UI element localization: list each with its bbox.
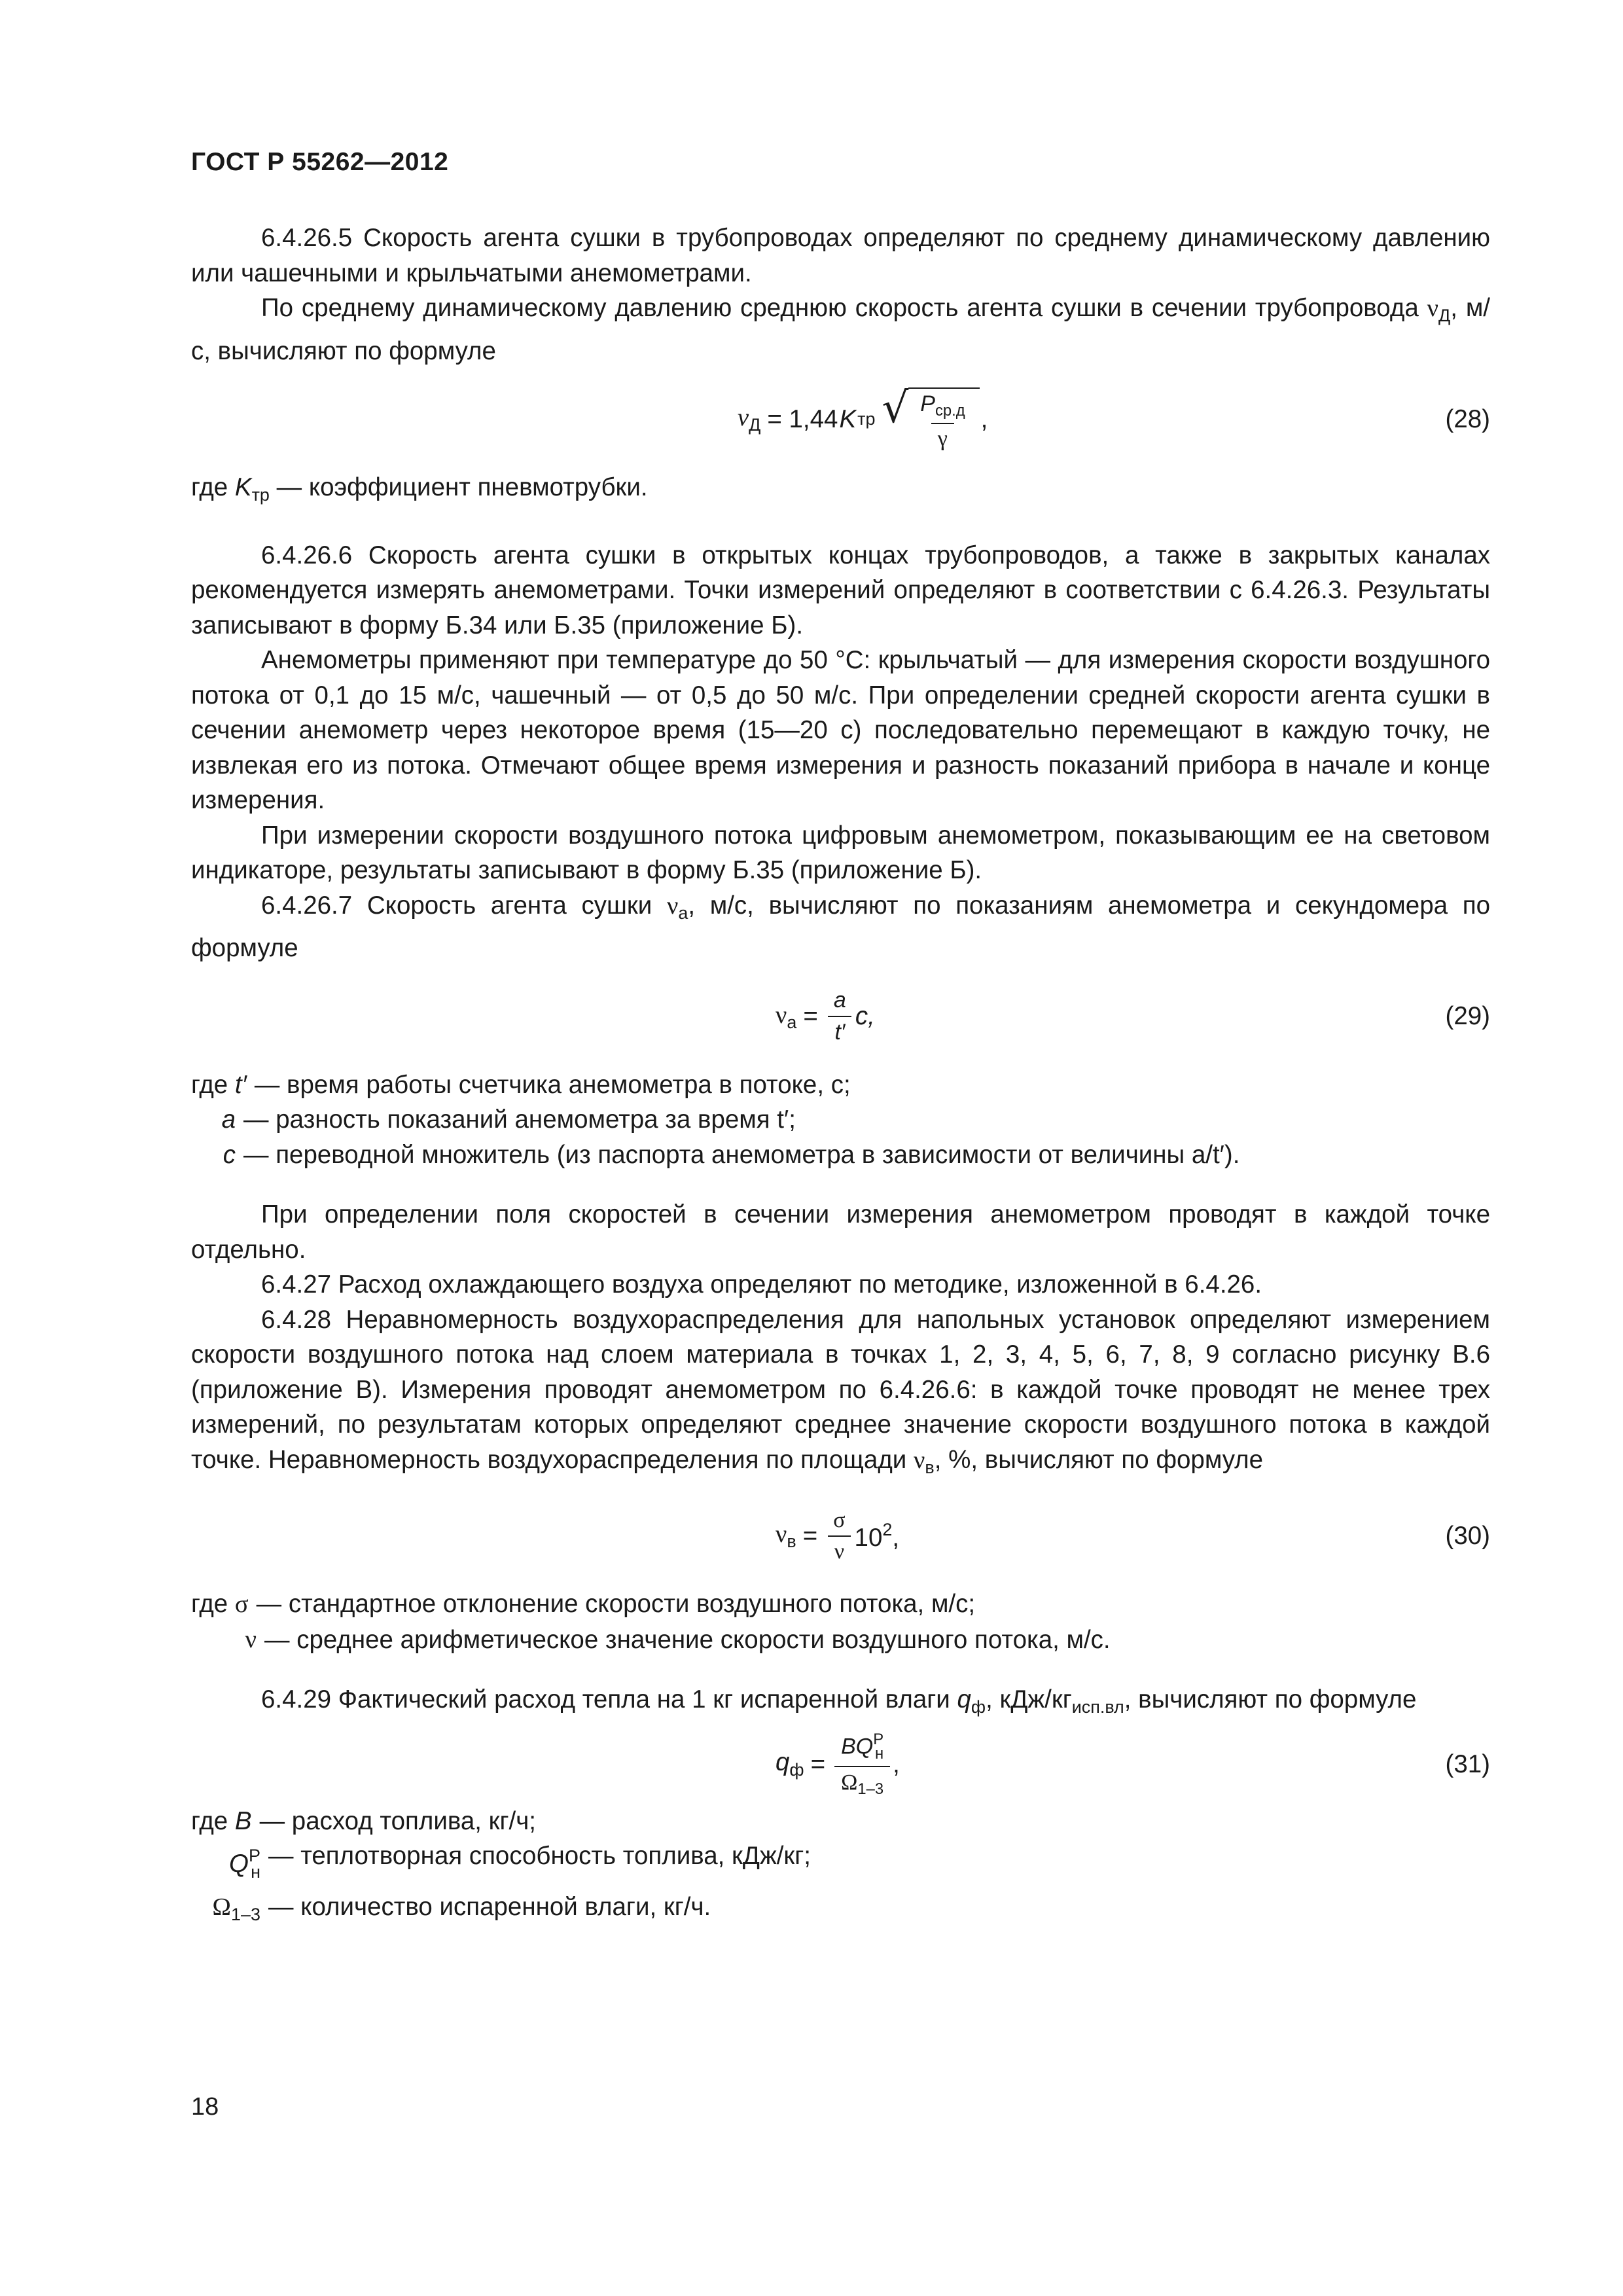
formula-number-30: (30)	[1445, 1521, 1490, 1550]
formula-number-28: (28)	[1445, 404, 1490, 433]
formula-31-expression: $q_ф$ = $\frac{BQ^Р_н}{\Omega_{1-3}}$ ,	[776, 1731, 900, 1798]
formula-29	[191, 966, 1490, 1067]
formula-30	[191, 1485, 1490, 1587]
paragraph-dynamic-pressure: По среднему динамическому давлению среднюю скорость агента сушки в сечении трубопровода $\nu_Д$, м/с, вычисляют по формуле	[191, 294, 1490, 365]
document-header: ГОСТ Р 55262—2012	[191, 148, 449, 176]
document-body	[191, 221, 1490, 1933]
explanation-29-row-2: a — разность показаний анемометра за время t′;	[221, 1105, 796, 1134]
fraction: $\frac{\sigma}{\nu}$	[827, 1508, 851, 1564]
explanation-31-row-1: где B — расход топлива, кг/ч;	[191, 1806, 537, 1835]
paragraph-6-4-26-5: 6.4.26.5 Скорость агента сушки в трубопроводах определяют по среднему динамическому давлению или чашечными и крыльчатыми анемометрами.	[191, 224, 1490, 287]
formula-29-expression: $\nu_а$ = $\frac{a}{t'}$ c,	[776, 988, 875, 1045]
formula-number-29: (29)	[1445, 1002, 1490, 1031]
paragraph-digital-anemometer: При измерении скорости воздушного потока цифровым анемометром, показывающим ее на световом индикаторе, результаты записывают в форму Б.35 (приложение Б).	[191, 821, 1490, 885]
square-root	[882, 384, 979, 452]
page-number: 18	[191, 2093, 219, 2121]
explanation-30-row-1: где σ — стандартное отклонение скорости воздушного потока, м/с;	[191, 1590, 976, 1619]
explanation-30-row-2: ν — среднее арифметическое значение скорости воздушного потока, м/с.	[245, 1625, 1111, 1654]
formula-31	[191, 1725, 1490, 1804]
radical-sign-icon: √	[882, 384, 909, 433]
formula-number-31: (31)	[1445, 1749, 1490, 1778]
explanation-31-row-3: $\Omega_{1-3}$ — количество испаренной влаги, кг/ч.	[212, 1893, 711, 1925]
paragraph-6-4-26-7: 6.4.26.7 Скорость агента сушки $\nu_а$, м/с, вычисляют по показаниям анемометра и секундомера по формуле	[191, 891, 1490, 963]
formula-28-expression: $\nu_Д$ = 1,44 K тр √ $\frac{P_{ср.д}}{\gamma}$ ,	[738, 384, 988, 451]
explanation-29-row-3: c — переводной множитель (из паспорта анемометра в зависимости от величины a/t′).	[223, 1140, 1240, 1169]
paragraph-velocity-field: При определении поля скоростей в сечении измерения анемометром проводят в каждой точке отдельно.	[191, 1200, 1490, 1264]
paragraph-6-4-26-6: 6.4.26.6 Скорость агента сушки в открытых концах трубопроводов, а также в закрытых каналах рекомендуется измерять анемометрами. Точки измерений определяют в соответствии с 6.4.26.3. Результаты записывают в форму Б.34 или Б.35 (приложение Б).	[191, 541, 1490, 639]
fraction: $\frac{a}{t'}$	[827, 988, 853, 1045]
formula-28	[191, 368, 1490, 470]
explanation-29-row-1: где t′ — время работы счетчика анемометра в потоке, с;	[191, 1070, 851, 1099]
explanation-28: где $K_{тр}$ — коэффициент пневмотрубки.	[191, 473, 648, 505]
paragraph-6-4-29: 6.4.29 Фактический расход тепла на 1 кг испаренной влаги $q_ф$, кДж/$кг_{исп.вл}$, вычисляют по формуле	[261, 1685, 1417, 1717]
paragraph-6-4-28: 6.4.28 Неравномерность воздухораспределения для напольных установок определяют измерением скорости воздушного потока над слоем материала в точках 1, 2, 3, 4, 5, 6, 7, 8, 9 согласно рисунку В.6 (приложение В). Измерения проводят анемометром по 6.4.26.6: в каждой точке проводят не менее трех измерений, по результатам которых определяют среднее значение скорости воздушного потока в каждой точке. Неравномерность воздухораспределения по площади $\nu_в$, %, вычисляют по формуле	[191, 1305, 1490, 1477]
fraction: $\frac{BQ^Р_н}{\Omega_{1-3}}$	[834, 1731, 890, 1799]
fraction: $\frac{P_{ср.д}}{\gamma}$	[920, 391, 965, 451]
explanation-31-row-2: $Q^Р_н$ — теплотворная способность топлива, кДж/кг;	[229, 1842, 811, 1882]
velocity-symbol: ν	[1427, 295, 1439, 322]
formula-30-expression: $\nu_в$ = $\frac{\sigma}{\nu}$ $10^2$,	[776, 1507, 900, 1564]
paragraph-6-4-27: 6.4.27 Расход охлаждающего воздуха определяют по методике, изложенной в 6.4.26.	[261, 1270, 1262, 1299]
paragraph-anemometers: Анемометры применяют при температуре до 50 °С: крыльчатый — для измерения скорости воздушного потока от 0,1 до 15 м/с, чашечный — от 0,5 до 50 м/с. При определении средней скорости агента сушки в сечении анемометр через некоторое время (15—20 с) последовательно перемещают в каждую точку, не извлекая его из потока. Отмечают общее время измерения и разность показаний прибора в начале и конце измерения.	[191, 646, 1490, 815]
